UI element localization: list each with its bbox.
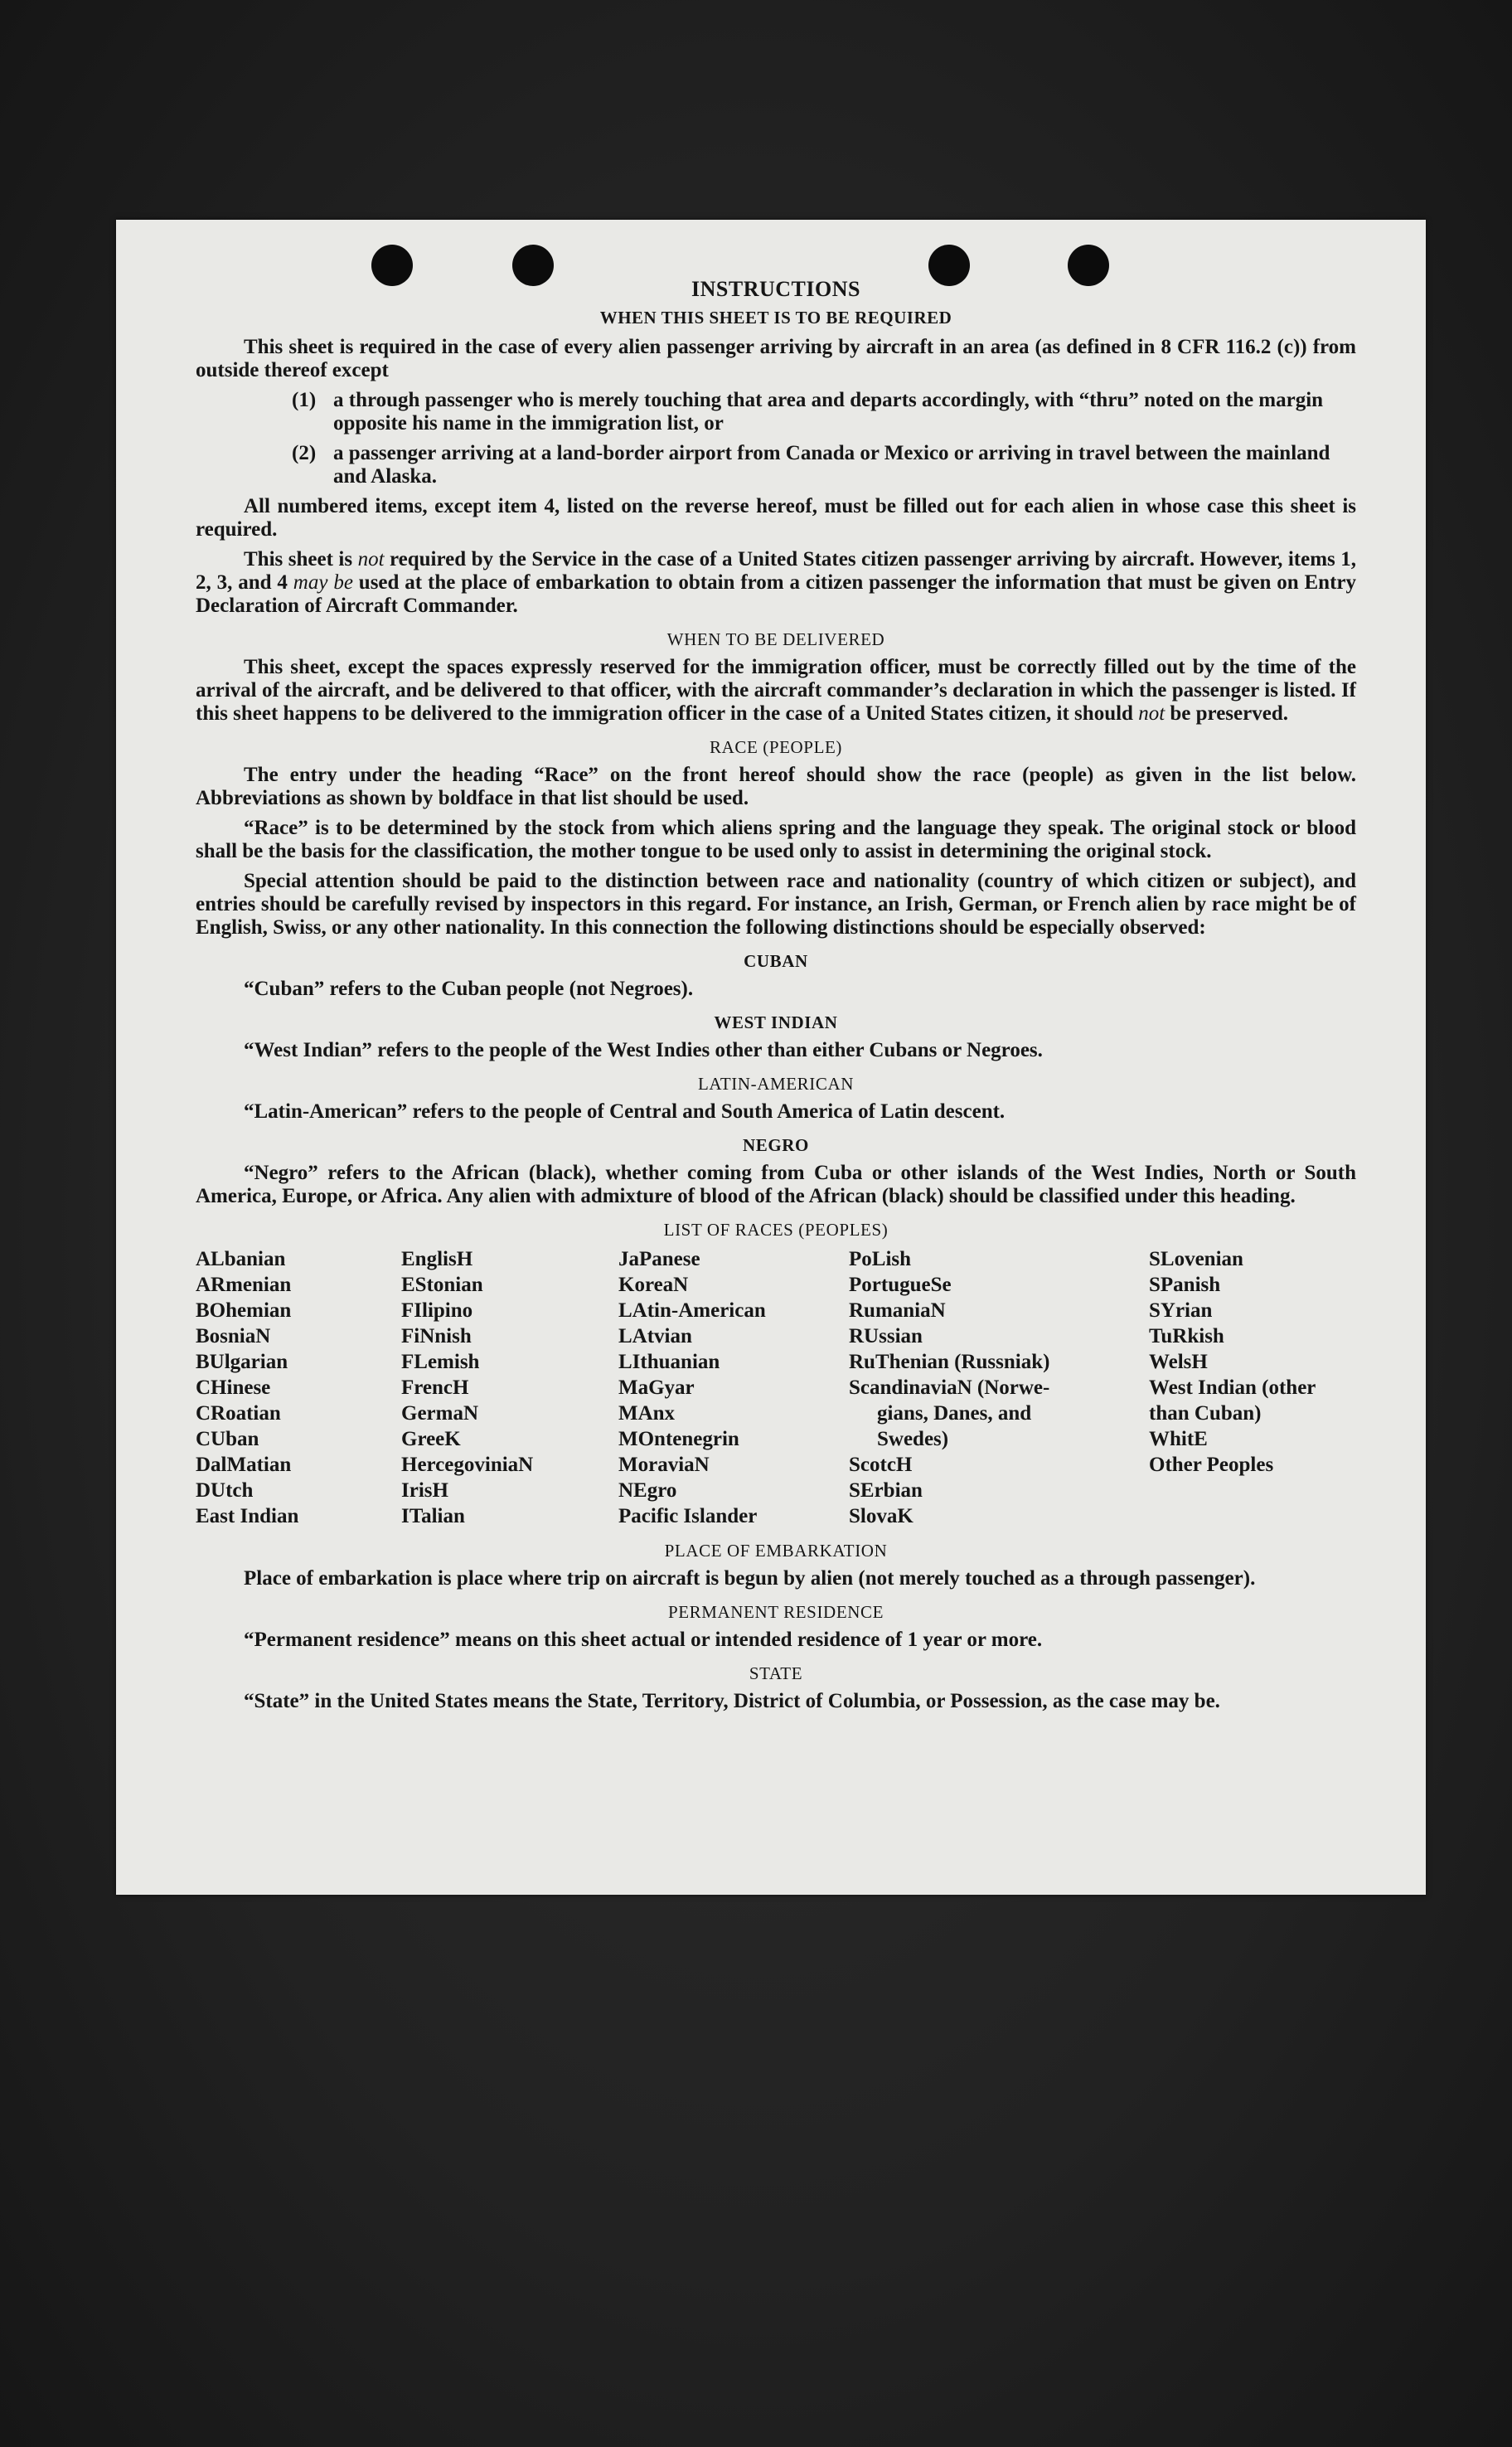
race-entry: EnglisH [401, 1248, 473, 1270]
race-entry: SPanish [1149, 1274, 1221, 1296]
race-entry: East Indian [196, 1505, 299, 1527]
race-entry: FIlipino [401, 1299, 473, 1322]
race-entry: EStonian [401, 1274, 483, 1296]
race-entry: PoLish [849, 1248, 912, 1270]
embarkation-text: Place of embarkation is place where trip on aircraft is begun by alien (not merely touched as a through passenger). [244, 1567, 1256, 1590]
race-entry: CRoatian [196, 1402, 281, 1425]
race-entry: DalMatian [196, 1454, 292, 1476]
race-entry: ARmenian [196, 1274, 292, 1296]
emphasis-text: not [357, 548, 385, 570]
race-entry-continued: Swedes) [877, 1428, 949, 1450]
race-entry: RUssian [849, 1325, 923, 1347]
races-column-3 [618, 1246, 849, 1529]
race-entry: SYrian [1149, 1299, 1213, 1322]
text-run: used at the place of embarkation to obtain from a citizen passenger the information that must be given on Entry Declaration of Aircraft Commander. [196, 571, 1356, 617]
races-column-5 [1149, 1246, 1356, 1529]
race-paragraph-1 [196, 764, 1356, 810]
race-entry: RumaniaN [849, 1299, 946, 1322]
negro-text: “Negro” refers to the African (black), whether coming from Cuba or other islands of the West Indies, North or South America, Europe, or Africa. Any alien with admixture of blood of the African (black) should be classified under this heading. [196, 1162, 1356, 1207]
race-entry: KoreaN [618, 1274, 689, 1296]
intro-paragraph: This sheet is required in the case of every alien passenger arriving by aircraft in an area (as defined in 8 CFR 116.2 (c)) from outside thereof except [196, 336, 1356, 381]
race-entry: SLovenian [1149, 1248, 1243, 1270]
delivered-paragraph [196, 656, 1356, 726]
text-run: This sheet is [244, 548, 358, 570]
text-run: be preserved. [1165, 702, 1288, 725]
instructions-content [196, 278, 1356, 1720]
emphasis-text: not [1138, 702, 1166, 725]
section-heading-embarkation: PLACE OF EMBARKATION [664, 1541, 888, 1561]
document-sheet [116, 220, 1426, 1895]
race-entry: GreeK [401, 1428, 461, 1450]
race-entry: BOhemian [196, 1299, 292, 1322]
race-entry: LAtvian [618, 1325, 692, 1347]
race-entry: Other Peoples [1149, 1454, 1274, 1476]
race-entry: MAnx [618, 1402, 676, 1425]
races-column-2 [401, 1246, 618, 1529]
race-entry: JaPanese [618, 1248, 700, 1270]
race-entry: RuThenian (Russniak) [849, 1351, 1050, 1373]
race-entry: MoraviaN [618, 1454, 710, 1476]
race-paragraph-3: Special attention should be paid to the distinction between race and nationality (country of which citizen or subject), and entries should be carefully revised by inspectors in this regard. For instance, an Irish, German, or French alien by race might be of English, Swiss, or any other nationality. In this connection the following distinctions should be especially observed: [196, 870, 1356, 939]
page-title: INSTRUCTIONS [691, 277, 860, 301]
races-column-1 [196, 1246, 401, 1529]
exception-text: a passenger arriving at a land-border airport from Canada or Mexico or arriving in travel between the mainland and Alaska. [333, 442, 1330, 488]
race-entry: HercegoviniaN [401, 1454, 534, 1476]
section-heading-cuban: CUBAN [744, 951, 808, 971]
race-entry: FLemish [401, 1351, 480, 1373]
numbered-items-paragraph: All numbered items, except item 4, listed on the reverse hereof, must be filled out for each alien in whose case this sheet is required. [196, 495, 1356, 541]
race-entry: ScotcH [849, 1454, 913, 1476]
exception-text: a through passenger who is merely touching that area and departs accordingly, with “thru” noted on the margin opposite his name in the immigration list, or [333, 389, 1324, 435]
race-entry-continued: than Cuban) [1149, 1402, 1262, 1425]
race-entry: BosniaN [196, 1325, 271, 1347]
west-indian-text: “West Indian” refers to the people of the West Indies other than either Cubans or Negroes. [244, 1039, 1043, 1061]
emphasis-text: may be [293, 571, 353, 594]
race-entry: SlovaK [849, 1505, 914, 1527]
race-entry: DUtch [196, 1479, 254, 1502]
race-entry: WhitE [1149, 1428, 1208, 1450]
race-entry: GermaN [401, 1402, 479, 1425]
races-list [196, 1246, 1356, 1529]
race-entry: NEgro [618, 1479, 677, 1502]
text-run: in that list should be used. [512, 787, 749, 809]
exception-item [292, 389, 1356, 435]
citizen-paragraph [196, 548, 1356, 618]
race-entry: IrisH [401, 1479, 448, 1502]
text-run: This sheet, except the spaces expressly reserved for the immigration officer, must be correctly filled out by the time of the arrival of the aircraft, and be delivered to that officer, with the aircraft commander’s declaration in which the passenger is listed. If this sheet happens to be delivered to the immigration officer in the case of a United States citizen, it should [196, 656, 1356, 725]
section-heading-race: RACE (PEOPLE) [709, 737, 843, 757]
race-entry: MOntenegrin [618, 1428, 739, 1450]
state-text: “State” in the United States means the State, Territory, District of Columbia, or Possession, as the case may be. [244, 1690, 1220, 1712]
section-heading-state: STATE [749, 1663, 803, 1683]
section-heading-west-indian: WEST INDIAN [714, 1012, 838, 1032]
race-entry: PortugueSe [849, 1274, 952, 1296]
exception-number: (1) [292, 389, 317, 411]
section-heading-races-list: LIST OF RACES (PEOPLES) [663, 1220, 889, 1240]
section-heading-required: WHEN THIS SHEET IS TO BE REQUIRED [599, 308, 952, 328]
exception-item [292, 442, 1356, 488]
races-column-4 [849, 1246, 1149, 1529]
race-entry: CHinese [196, 1376, 271, 1399]
race-entry: FiNnish [401, 1325, 472, 1347]
permanent-residence-text: “Permanent residence” means on this sheet actual or intended residence of 1 year or more. [244, 1629, 1043, 1651]
race-entry: ITalian [401, 1505, 465, 1527]
section-heading-negro: NEGRO [742, 1135, 809, 1155]
bold-text: boldface [438, 787, 513, 809]
section-heading-latin-american: LATIN-AMERICAN [697, 1074, 855, 1094]
race-entry: LAtin-American [618, 1299, 766, 1322]
latin-american-text: “Latin-American” refers to the people of Central and South America of Latin descent. [244, 1100, 1006, 1123]
section-heading-delivered: WHEN TO BE DELIVERED [666, 629, 885, 649]
cuban-text: “Cuban” refers to the Cuban people (not Negroes). [244, 978, 694, 1000]
race-entry: WelsH [1149, 1351, 1208, 1373]
race-paragraph-2: “Race” is to be determined by the stock from which aliens spring and the language they speak. The original stock or blood shall be the basis for the classification, the mother tongue to be used only to assist in determining the original stock. [196, 817, 1356, 862]
race-entry: ALbanian [196, 1248, 286, 1270]
race-entry-continued: gians, Danes, and [877, 1402, 1032, 1425]
race-entry: BUlgarian [196, 1351, 288, 1373]
text-run: required by the Service in the case of a United States citizen passenger arriving by aircraft. However, items 1, 2, 3, and 4 [196, 548, 1356, 594]
race-entry: TuRkish [1149, 1325, 1224, 1347]
race-entry: SErbian [849, 1479, 923, 1502]
race-entry: MaGyar [618, 1376, 695, 1399]
race-entry: Pacific Islander [618, 1505, 758, 1527]
section-heading-permanent-residence: PERMANENT RESIDENCE [667, 1602, 884, 1622]
text-run: The entry under the heading “Race” on the front hereof should show the race (people) as given in the list below. Abbreviations as shown by [196, 764, 1356, 809]
race-entry: LIthuanian [618, 1351, 720, 1373]
exception-number: (2) [292, 442, 317, 464]
race-entry: CUban [196, 1428, 259, 1450]
race-entry: ScandinaviaN (Norwe- [849, 1376, 1050, 1399]
race-entry: FrencH [401, 1376, 469, 1399]
race-entry: West Indian (other [1149, 1376, 1316, 1399]
